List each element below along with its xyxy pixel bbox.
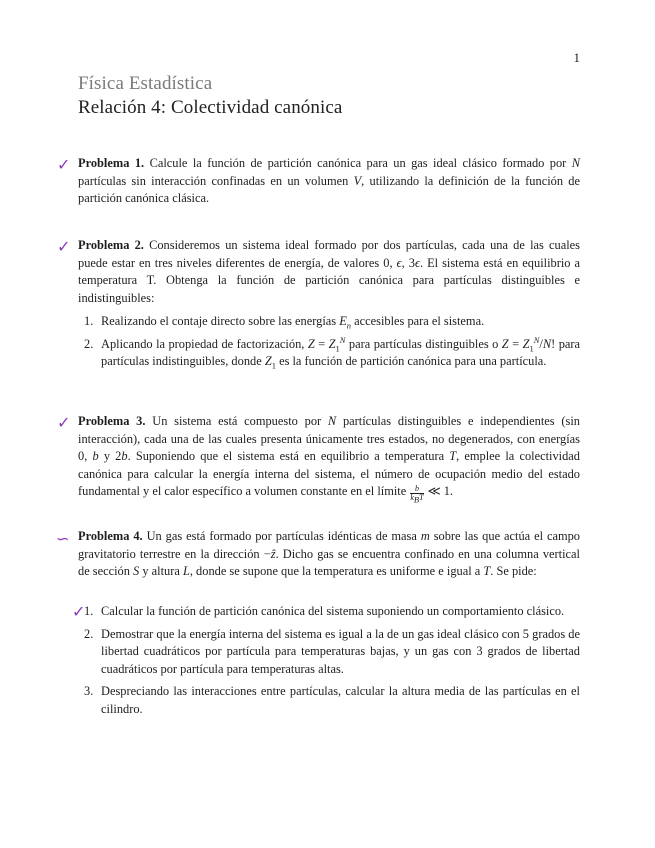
problem-4-label: Problema 4. [78,529,143,543]
checkmark-icon: ✓ [72,602,86,621]
squiggle-mark-icon: ∽ [56,529,70,548]
problem-4-item-1-text: Calcular la función de partición canónica del sistema suponiendo un comportamiento clásico. [101,604,565,618]
sheet-title: Relación 4: Colectividad canónica [78,97,343,118]
problem-2 [78,237,580,307]
problem-2-item-2-text: Aplicando la propiedad de factorización, $Z = Z_1^N$ para partículas distinguibles o $Z = Z_1^N/N$! para partículas indistinguibles, donde $Z_1$ es la función de partición canónica para una partícula. [101,334,581,371]
course-title: Física Estadística [78,73,213,94]
problem-1 [78,155,580,208]
v-mark-icon: ✓ [57,237,71,256]
problem-2-list [78,313,580,376]
problem-4-item-2-text: Demostrar que la energía interna del sistema es igual a la de un gas ideal clásico con 5 grados de libertad cuadráticos por partícula para temperaturas bajas, y un gas con 3 grados de libertad cuadráticos por partícula para temperaturas altas. [101,626,580,676]
problem-4-text: Un gas está formado por partículas idénticas de masa m sobre las que actúa el campo gravitatorio terrestre en la dirección −ẑ. Dicho gas se encuentra confinado en una columna vertical de sección S y altura L, donde se supone que la temperatura es uniforme e igual a T. Se pide: [78,529,581,578]
problem-2-label: Problema 2. [78,238,144,252]
checkmark-icon: ✓ [57,155,71,174]
problem-2-item-1-text: Realizando el contaje directo sobre las energías $E_n$ accesibles para el sistema. [101,314,485,331]
problem-2-text: Consideremos un sistema ideal formado por dos partículas, cada una de las cuales puede estar en tres niveles diferentes de energía, de valores 0, ϵ, 3ϵ. El sistema está en equilibrio a temperatura T. Obtenga la función de partición canónica para partículas distinguibles e indistinguibles: [78,238,581,305]
list-item: 2. Aplicando la propiedad de factorización, $Z = Z_1^N$ para partículas distinguibles o $Z = Z_1^N/N$! para partículas indistinguibles, donde $Z_1$ es la función de partición canónica para una partícula. [84,334,581,371]
problem-1-text: Calcule la función de partición canónica para un gas ideal clásico formado por N partículas sin interacción confinadas en un volumen V, utilizando la definición de la función de partición canónica clásica. [78,156,581,205]
problem-3-label: Problema 3. [78,414,146,428]
problem-1-label: Problema 1. [78,156,145,170]
list-item: 1. Calcular la función de partición canónica del sistema suponiendo un comportamiento clásico. [84,604,565,618]
problem-3-text: Un sistema está compuesto por N partículas distinguibles e independientes (sin interacción), cada una de las cuales presenta únicamente tres estados, no degenerados, con energías 0, b y 2b. Suponiendo que el sistema está en equilibrio a temperatura T, emplee la colectividad canónica para calcular la energía interna del sistema, el número de ocupación medio del estado fundamental y el calor específico a volumen constante en el límite $\frac{b}{k_BT}$ ≪ 1. [78,414,580,505]
problem-4 [78,528,580,581]
list-item: 2. Demostrar que la energía interna del sistema es igual a la de un gas ideal clásico con 5 grados de libertad cuadráticos por partícula para temperaturas bajas, y un gas con 3 grados de libertad cuadráticos por partícula para temperaturas altas. [84,626,580,676]
list-item: 1. Realizando el contaje directo sobre las energías $E_n$ accesibles para el sistema. [84,314,485,331]
checkmark-icon: ✓ [57,413,71,432]
problem-3 [78,413,580,505]
list-item: 3. Despreciando las interacciones entre partículas, calcular la altura media de las partículas en el cilindro. [84,684,580,716]
problem-4-list [78,603,580,723]
problem-4-item-3-text: Despreciando las interacciones entre partículas, calcular la altura media de las partículas en el cilindro. [101,684,580,716]
page-number: 1 [573,50,580,65]
